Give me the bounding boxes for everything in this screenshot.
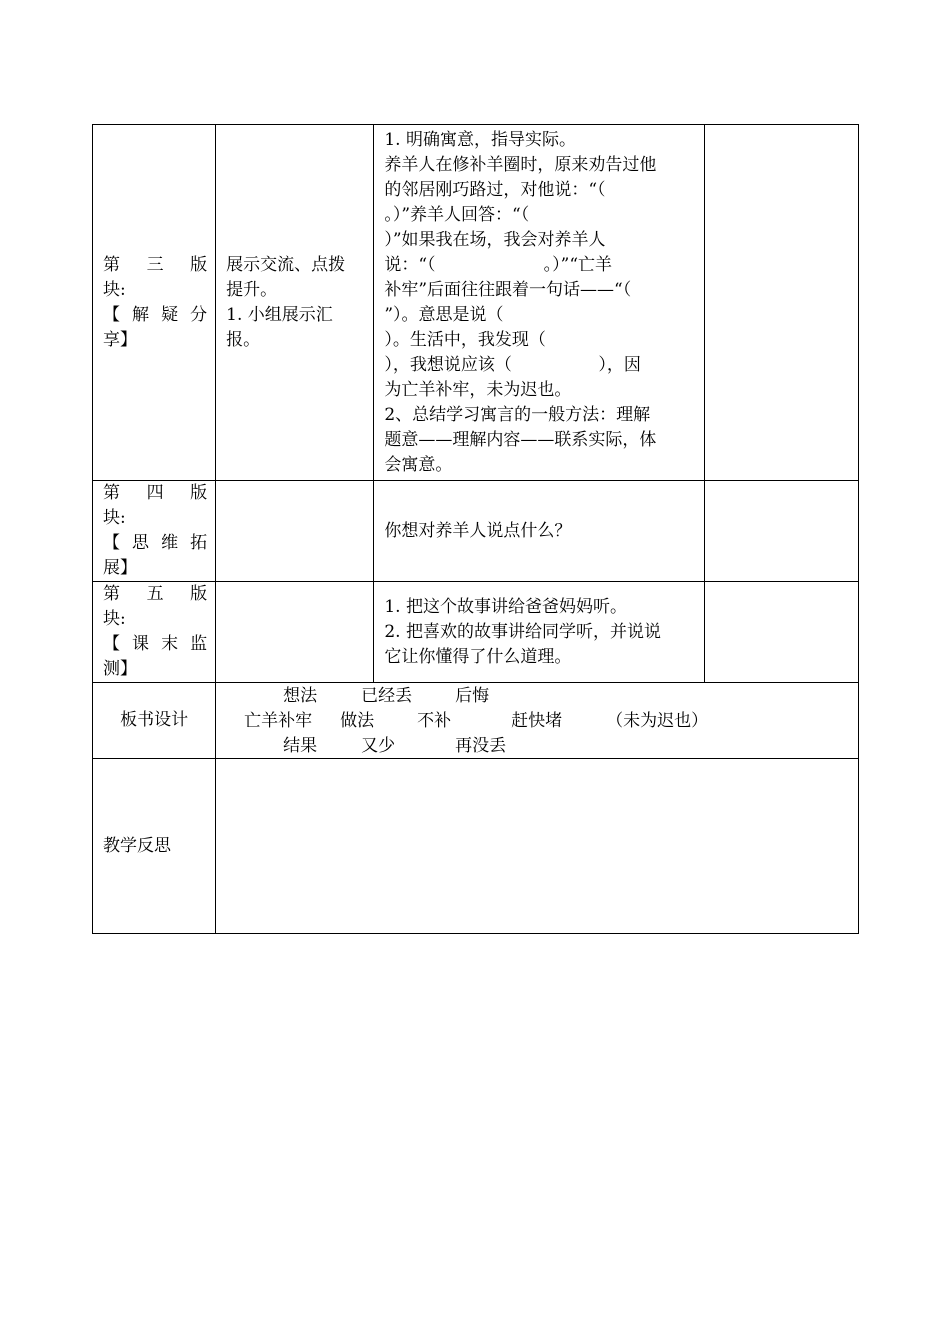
content-line: 它让你懂得了什么道理。 <box>384 646 572 667</box>
lesson-plan-table <box>92 124 859 934</box>
board-content-cell <box>216 683 859 759</box>
content-line: ）。生活中，我发现（ <box>384 330 546 350</box>
board-word: 不补 <box>417 711 452 731</box>
content-line: 。）”养羊人回答：“（ <box>384 205 530 225</box>
board-word: （未为迟也） <box>606 711 709 731</box>
stage3-label-line: 享】 <box>103 329 137 350</box>
board-word: 又少 <box>361 736 396 756</box>
stage3-label-line: 第 三 版 <box>103 254 208 275</box>
stage5-activity-cell <box>216 582 374 683</box>
content-line: 2、总结学习寓言的一般方法：理解 <box>384 405 651 425</box>
content-line: 你想对养羊人说点什么？ <box>384 520 572 541</box>
stage5-label-cell <box>93 582 216 683</box>
content-line: 题意——理解内容——联系实际，体 <box>384 430 657 450</box>
stage3-activity-line: 报。 <box>226 329 261 350</box>
stage4-activity-cell <box>216 481 374 582</box>
stage5-label-line: 块: <box>103 609 126 629</box>
stage3-label-cell <box>93 125 216 481</box>
content-line: 为亡羊补牢，未为迟也。 <box>384 380 572 400</box>
stage3-activity-line: 1. 小组展示汇 <box>226 304 333 325</box>
stage4-label-line: 展】 <box>103 558 137 578</box>
board-word: 已经丢 <box>361 686 413 706</box>
board-label-cell: 板书设计 <box>93 683 216 759</box>
content-line: ）”如果我在场，我会对养羊人 <box>384 230 606 250</box>
stage4-content-cell <box>374 481 704 582</box>
board-word: 结果 <box>283 736 318 756</box>
stage5-label-line: 第 五 版 <box>103 584 208 604</box>
table-row-stage3 <box>93 125 859 481</box>
stage3-activity-cell <box>216 125 374 481</box>
content-line: 养羊人在修补羊圈时，原来劝告过他 <box>384 155 657 175</box>
stage4-label-line: 块: <box>103 508 126 528</box>
table-row-reflection <box>93 759 859 934</box>
stage3-label-line: 块: <box>103 279 126 300</box>
stage3-activity-line: 展示交流、点拨 <box>226 254 346 275</box>
content-line: 2. 把喜欢的故事讲给同学听，并说说 <box>384 621 661 642</box>
content-line: ），我想说应该（ ），因 <box>384 355 641 375</box>
content-line: 1. 明确寓意，指导实际。 <box>384 130 576 150</box>
board-word: 赶快堵 <box>511 711 563 731</box>
content-line: ”）。意思是说（ <box>384 305 504 325</box>
board-word: 做法 <box>340 711 375 731</box>
content-line: 补牢”后面往往跟着一句话——“（ <box>384 280 632 300</box>
board-word: 再没丢 <box>455 736 507 756</box>
stage5-content-cell <box>374 582 704 683</box>
content-line: 的邻居刚巧路过，对他说：“（ <box>384 180 606 200</box>
reflection-content-cell[interactable] <box>216 759 859 934</box>
board-word: 后悔 <box>455 686 490 706</box>
reflection-label-cell: 教学反思 <box>93 759 216 934</box>
stage4-notes-cell <box>704 481 858 582</box>
stage4-label-line: 【 思 维 拓 <box>103 533 208 553</box>
stage5-label-line: 【 课 末 监 <box>103 634 208 654</box>
stage3-activity-line: 提升。 <box>226 279 278 300</box>
stage4-label-cell <box>93 481 216 582</box>
table-row-stage4 <box>93 481 859 582</box>
stage5-label-line: 测】 <box>103 659 137 679</box>
content-line: 说：“（ 。）”“亡羊 <box>384 255 613 275</box>
stage3-label-line: 【 解 疑 分 <box>103 304 208 325</box>
board-design <box>216 683 858 758</box>
board-word: 亡羊补牢 <box>244 711 313 731</box>
stage4-label-line: 第 四 版 <box>103 483 208 503</box>
content-line: 1. 把这个故事讲给爸爸妈妈听。 <box>384 596 627 617</box>
table-row-stage5 <box>93 582 859 683</box>
stage3-notes-cell <box>704 125 858 481</box>
table-row-board <box>93 683 859 759</box>
stage3-content-cell <box>374 125 704 481</box>
stage5-notes-cell <box>704 582 858 683</box>
content-line: 会寓意。 <box>384 455 453 475</box>
board-word: 想法 <box>283 686 318 706</box>
